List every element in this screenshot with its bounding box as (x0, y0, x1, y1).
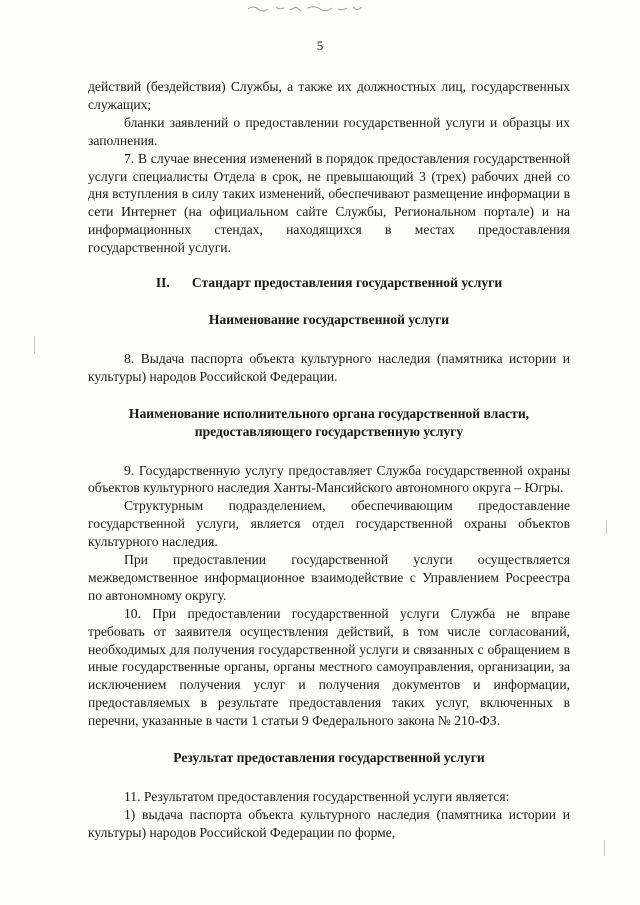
heading-authority-line1: Наименование исполнительного органа государственной власти, (128, 405, 530, 421)
heading-service-name: Наименование государственной услуги (208, 311, 450, 327)
paragraph-application-forms: бланки заявлений о предоставлении государственной услуги и образцы их заполнения. (88, 114, 570, 148)
heading-authority-line2: предоставляющего государственную услугу (194, 423, 464, 439)
scan-stamp-artifact (228, 2, 378, 16)
page-number: 5 (316, 38, 324, 53)
paragraph-7: 7. В случае внесения изменений в порядок предоставления государственной услуги специалисты Отдела в срок, не превышающий 3 (трех) рабочих дней со дня вступления в силу таких изменений, обеспечивают размещение информации в сети Интернет (на официальном сайте Службы, Региональном портале) и на информационных стендах, находящихся в местах предоставления государственной услуги. (88, 150, 570, 256)
paragraph-10: 10. При предоставлении государственной услуги Служба не вправе требовать от заявителя осуществления действий, в том числе согласований, необходимых для получения государственной услуги и связанных с обращением в иные государственные органы, органы местного самоуправления, организации, за исключением получения услуг и получения документов и информации, предоставляемых в результате предоставления таких услуг, включенных в перечни, указанные в части 1 статьи 9 Федерального закона № 210-ФЗ. (88, 605, 570, 729)
heading-service-result: Результат предоставления государственной услуги (173, 750, 485, 766)
section-title: Стандарт предоставления государственной услуги (191, 275, 503, 291)
paragraph-11-item-1: 1) выдача паспорта объекта культурного наследия (памятника истории и культуры) народов Российской Федерации по форме, (88, 806, 570, 840)
document-body (88, 78, 570, 842)
paragraph-11: 11. Результатом предоставления государственной услуги является: (124, 789, 510, 804)
section-number: II. (155, 275, 170, 291)
scan-margin-mark (606, 520, 607, 534)
paragraph-complaint-end: действий (бездействия) Службы, а также их должностных лиц, государственных служащих; (88, 79, 570, 112)
paragraph-9-structural-unit: Структурным подразделением, обеспечивающим предоставление государственной услуги, является отдел государственной охраны объектов культурного наследия. (88, 498, 570, 550)
scan-margin-mark (34, 336, 35, 354)
section-heading (88, 274, 570, 292)
paragraph-9-interagency: При предоставлении государственной услуги осуществляется межведомственное информационное взаимодействие с Управлением Росреестра по автономному округу. (88, 552, 570, 603)
paragraph-8: 8. Выдача паспорта объекта культурного наследия (памятника истории и культуры) народов Российской Федерации. (88, 350, 570, 384)
heading-authority (88, 405, 570, 441)
scan-margin-mark (604, 840, 605, 856)
paragraph-9: 9. Государственную услугу предоставляет Служба государственной охраны объектов культурного наследия Ханты-Мансийского автономного округа – Югры. (88, 462, 570, 496)
